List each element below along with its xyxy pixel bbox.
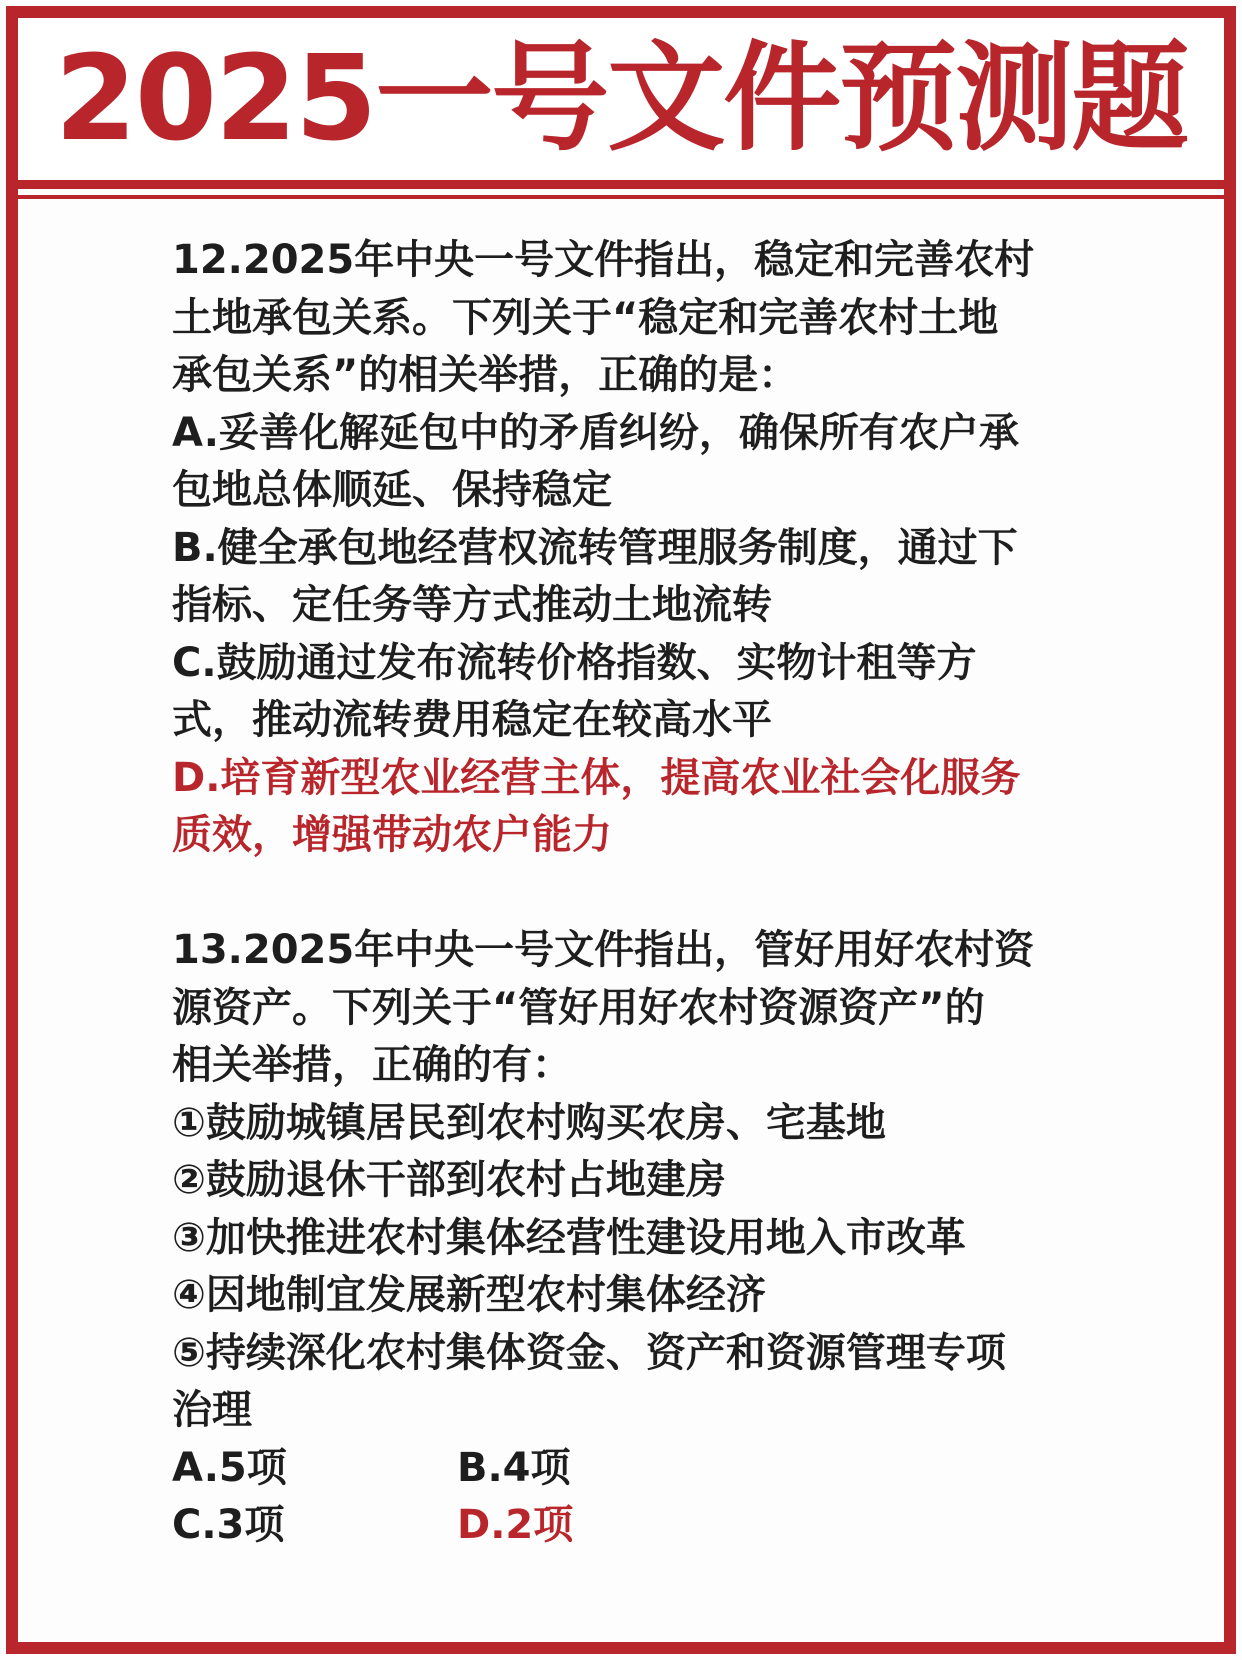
question-content [172, 232, 1072, 1555]
question-13-item-3: ③加快推进农村集体经营性建设用地入市改革 [172, 1214, 966, 1261]
question-13-item-2: ②鼓励退休干部到农村占地建房 [172, 1157, 726, 1203]
question-13 [172, 922, 1072, 1555]
question-13-stem-line: 源资产。下列关于“管好用好农村资源资产”的 [172, 984, 985, 1031]
question-13-item-5: ⑤持续深化农村集体资金、资产和资源管理专项 [172, 1329, 1006, 1376]
question-12 [172, 232, 1072, 865]
question-12-stem-line: 12.2025年中央一号文件指出，稳定和完善农村 [172, 237, 1035, 283]
question-13-option-a: A.5项 [172, 1444, 287, 1491]
question-12-option-d-answer: D.培育新型农业经营主体，提高农业社会化服务 [172, 754, 1021, 801]
question-12-option-b: B.健全承包地经营权流转管理服务制度，通过下 [172, 524, 1018, 571]
question-13-item-5: 治理 [172, 1387, 252, 1433]
page-title: 2025一号文件预测题 [54, 29, 1188, 167]
question-13-options-row [172, 1497, 1072, 1555]
question-spacer [172, 865, 1072, 923]
question-12-stem-line: 土地承包关系。下列关于“稳定和完善农村土地 [172, 294, 999, 341]
question-12-option-d-answer: 质效，增强带动农户能力 [172, 812, 612, 858]
question-13-options-row [172, 1440, 1072, 1498]
question-12-option-c: 式，推动流转费用稳定在较高水平 [172, 697, 772, 743]
question-13-stem-line: 相关举措，正确的有： [172, 1042, 572, 1088]
question-13-item-4: ④因地制宜发展新型农村集体经济 [172, 1272, 766, 1318]
question-12-option-a: 包地总体顺延、保持稳定 [172, 467, 612, 513]
question-12-option-b: 指标、定任务等方式推动土地流转 [172, 582, 772, 628]
question-12-option-c: C.鼓励通过发布流转价格指数、实物计租等方 [172, 639, 977, 686]
question-13-stem-line: 13.2025年中央一号文件指出，管好用好农村资 [172, 927, 1035, 973]
question-12-stem-line: 承包关系”的相关举措，正确的是： [172, 352, 799, 398]
header-banner [18, 18, 1224, 178]
question-13-option-c: C.3项 [172, 1502, 285, 1548]
header-divider-thin [18, 195, 1224, 199]
question-13-item-1: ①鼓励城镇居民到农村购买农房、宅基地 [172, 1099, 886, 1146]
question-13-option-d-answer: D.2项 [457, 1502, 574, 1548]
header-divider-thick [18, 180, 1224, 189]
question-12-option-a: A.妥善化解延包中的矛盾纠纷，确保所有农户承 [172, 409, 1019, 456]
question-13-option-b: B.4项 [457, 1444, 571, 1491]
